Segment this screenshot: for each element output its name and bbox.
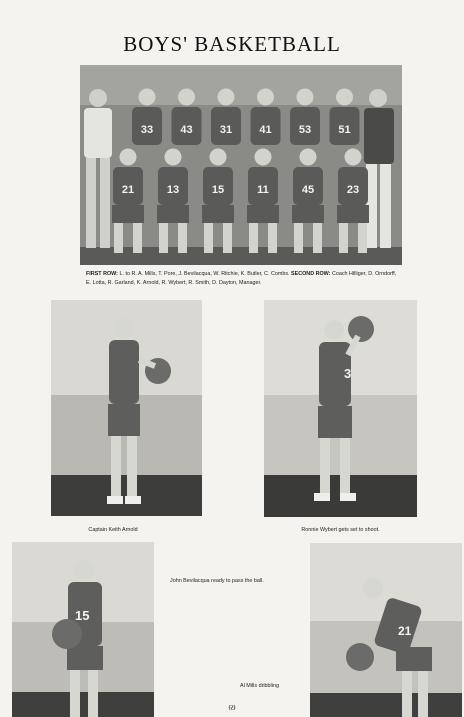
back-row-jersey-number: 53	[298, 124, 312, 136]
front-row-jersey-number: 11	[257, 184, 269, 196]
back-row-jersey-number: 43	[180, 124, 193, 136]
back-row-jersey-number: 41	[259, 124, 272, 136]
wybert-photo	[264, 300, 417, 517]
back-row-jersey-number: 33	[140, 124, 154, 136]
arnold-caption: Captain Keith Arnold	[88, 527, 138, 533]
first-row-label: FIRST ROW:	[86, 271, 118, 277]
team-photo-caption	[86, 270, 398, 287]
back-row-jersey-number: 51	[338, 124, 351, 136]
front-row-jersey-number: 23	[346, 184, 360, 196]
back-row-jersey-number: 31	[219, 124, 233, 136]
wybert-jersey-number: 3	[344, 366, 352, 381]
page-title: BOYS' BASKETBALL	[123, 32, 341, 56]
team-photo	[80, 65, 402, 265]
team-photo-image	[80, 65, 402, 265]
mills-photo	[310, 543, 462, 717]
front-row-jersey-number: 13	[166, 184, 180, 196]
second-row-names: Coach Hilliger, D. Orndorff, E. Lotta, R. Garland, K. Arnold, R. Wybert, R. Smith, D. Dayton, Manager.	[86, 271, 397, 286]
wybert-caption: Ronnie Wybert gets set to shoot.	[301, 527, 380, 533]
bevilacqua-caption: John Bevilacqua ready to pass the ball.	[170, 578, 264, 584]
mills-caption: Al Mills dribbling	[240, 683, 279, 689]
page-number: 69	[228, 704, 236, 712]
arnold-photo	[51, 300, 202, 516]
mills-jersey-number: 21	[398, 624, 412, 638]
front-row-jersey-number: 15	[211, 184, 225, 196]
second-row-label: SECOND ROW:	[291, 271, 331, 277]
front-row-jersey-number: 21	[121, 184, 135, 196]
bevilacqua-photo	[12, 542, 154, 717]
first-row-names: L. to R. A. Mills, T. Pore, J. Bevilacqua, W. Ritchie, K. Butler, C. Combs.	[119, 271, 290, 277]
front-row-jersey-number: 45	[301, 184, 315, 196]
bevilacqua-jersey-number: 15	[75, 608, 90, 623]
